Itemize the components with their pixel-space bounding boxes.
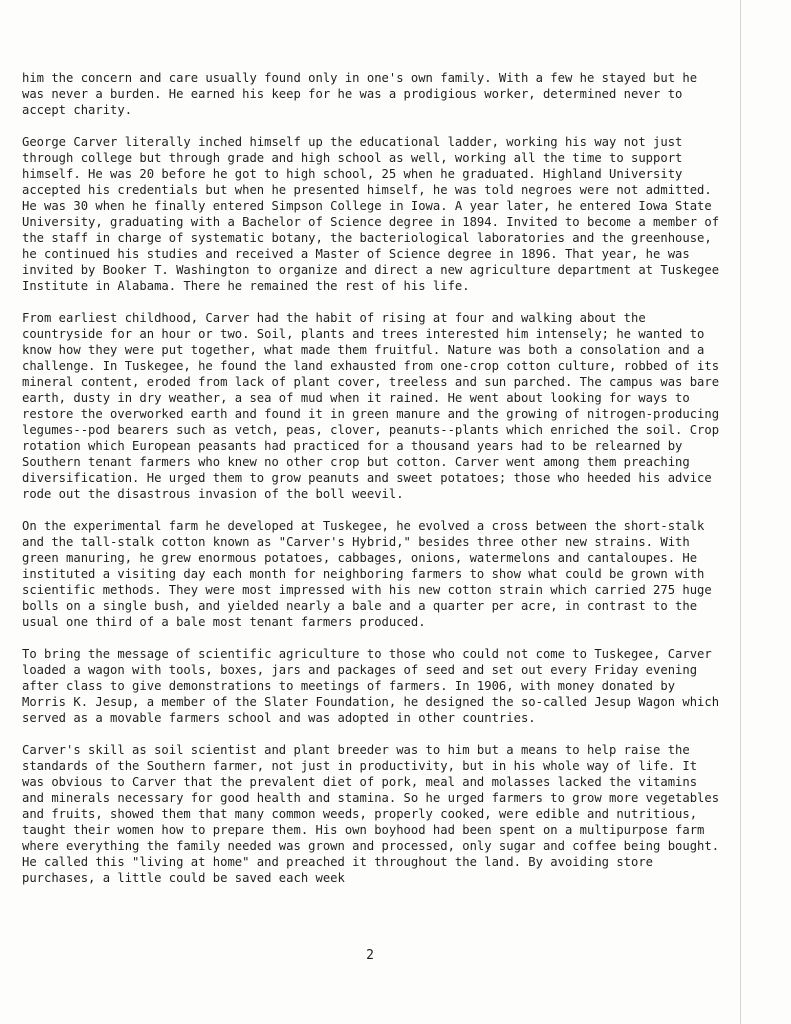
paragraph-living-at-home: Carver's skill as soil scientist and plant breeder was to him but a means to help raise the standards of the Southern farmer, not just in productivity, but in his whole way of life. It was obvious to Carver that the prevalent diet of pork, meal and molasses lacked the vitamins and minerals necessary for good health and stamina. So he urged farmers to grow more vegetables and fruits, showed them that many common weeds, properly cooked, were edible and nutritious, taught their women how to prepare them. His own boyhood had been spent on a multipurpose farm where everything the family needed was grown and processed, only sugar and coffee being bought. He called this "living at home" and preached it throughout the land. By avoiding store purchases, a little could be saved each week bbox=[22, 743, 727, 885]
paragraph-soil-restoration: From earliest childhood, Carver had the habit of rising at four and walking about the countryside for an hour or two. Soil, plants and trees interested him intensely; he wanted to know how they were put together, what made them fruitful. Nature was both a consolation and a challenge. In Tuskegee, he found the land exhausted from one-crop cotton culture, robbed of its mineral content, eroded from lack of plant cover, treeless and sun parched. The campus was bare earth, dusty in dry weather, a sea of mud when it rained. He went about looking for ways to restore the overworked earth and found it in green manure and the growing of nitrogen-producing legumes--pod bearers such as vetch, peas, clover, peanuts--plants which enriched the soil. Crop rotation which European peasants had practiced for a thousand years had to be relearned by Southern tenant farmers who knew no other crop but cotton. Carver went among them preaching diversification. He urged them to grow peanuts and sweet potatoes; those who heeded his advice rode out the disastrous invasion of the boll weevil. bbox=[22, 311, 727, 501]
page-edge-rule bbox=[740, 0, 741, 1024]
document-body bbox=[22, 70, 727, 902]
paragraph-education: George Carver literally inched himself up the educational ladder, working his way not just through college but through grade and high school as well, working all the time to support himself. He was 20 before he got to high school, 25 when he graduated. Highland University accepted his credentials but when he presented himself, he was told negroes were not admitted. He was 30 when he finally entered Simpson College in Iowa. A year later, he entered Iowa State University, graduating with a Bachelor of Science degree in 1894. Invited to become a member of the staff in charge of systematic botany, the bacteriological laboratories and the greenhouse, he continued his studies and received a Master of Science degree in 1896. That year, he was invited by Booker T. Washington to organize and direct a new agriculture department at Tuskegee Institute in Alabama. There he remained the rest of his life. bbox=[22, 135, 727, 293]
paragraph-family-concern: him the concern and care usually found only in one's own family. With a few he stayed but he was never a burden. He earned his keep for he was a prodigious worker, determined never to accept charity. bbox=[22, 71, 705, 117]
page-number: 2 bbox=[366, 948, 374, 963]
paragraph-experimental-farm: On the experimental farm he developed at Tuskegee, he evolved a cross between the short-stalk and the tall-stalk cotton known as "Carver's Hybrid," besides three other new strains. With green manuring, he grew enormous potatoes, cabbages, onions, watermelons and cantaloupes. He instituted a visiting day each month for neighboring farmers to show what could be grown with scientific methods. They were most impressed with his new cotton strain which carried 275 huge bolls on a single bush, and yielded nearly a bale and a quarter per acre, in contrast to the usual one third of a bale most tenant farmers produced. bbox=[22, 519, 720, 629]
paragraph-jesup-wagon: To bring the message of scientific agriculture to those who could not come to Tuskegee, Carver loaded a wagon with tools, boxes, jars and packages of seed and set out every Friday evening after class to give demonstrations to meetings of farmers. In 1906, with money donated by Morris K. Jesup, a member of the Slater Foundation, he designed the so-called Jesup Wagon which served as a movable farmers school and was adopted in other countries. bbox=[22, 647, 727, 725]
